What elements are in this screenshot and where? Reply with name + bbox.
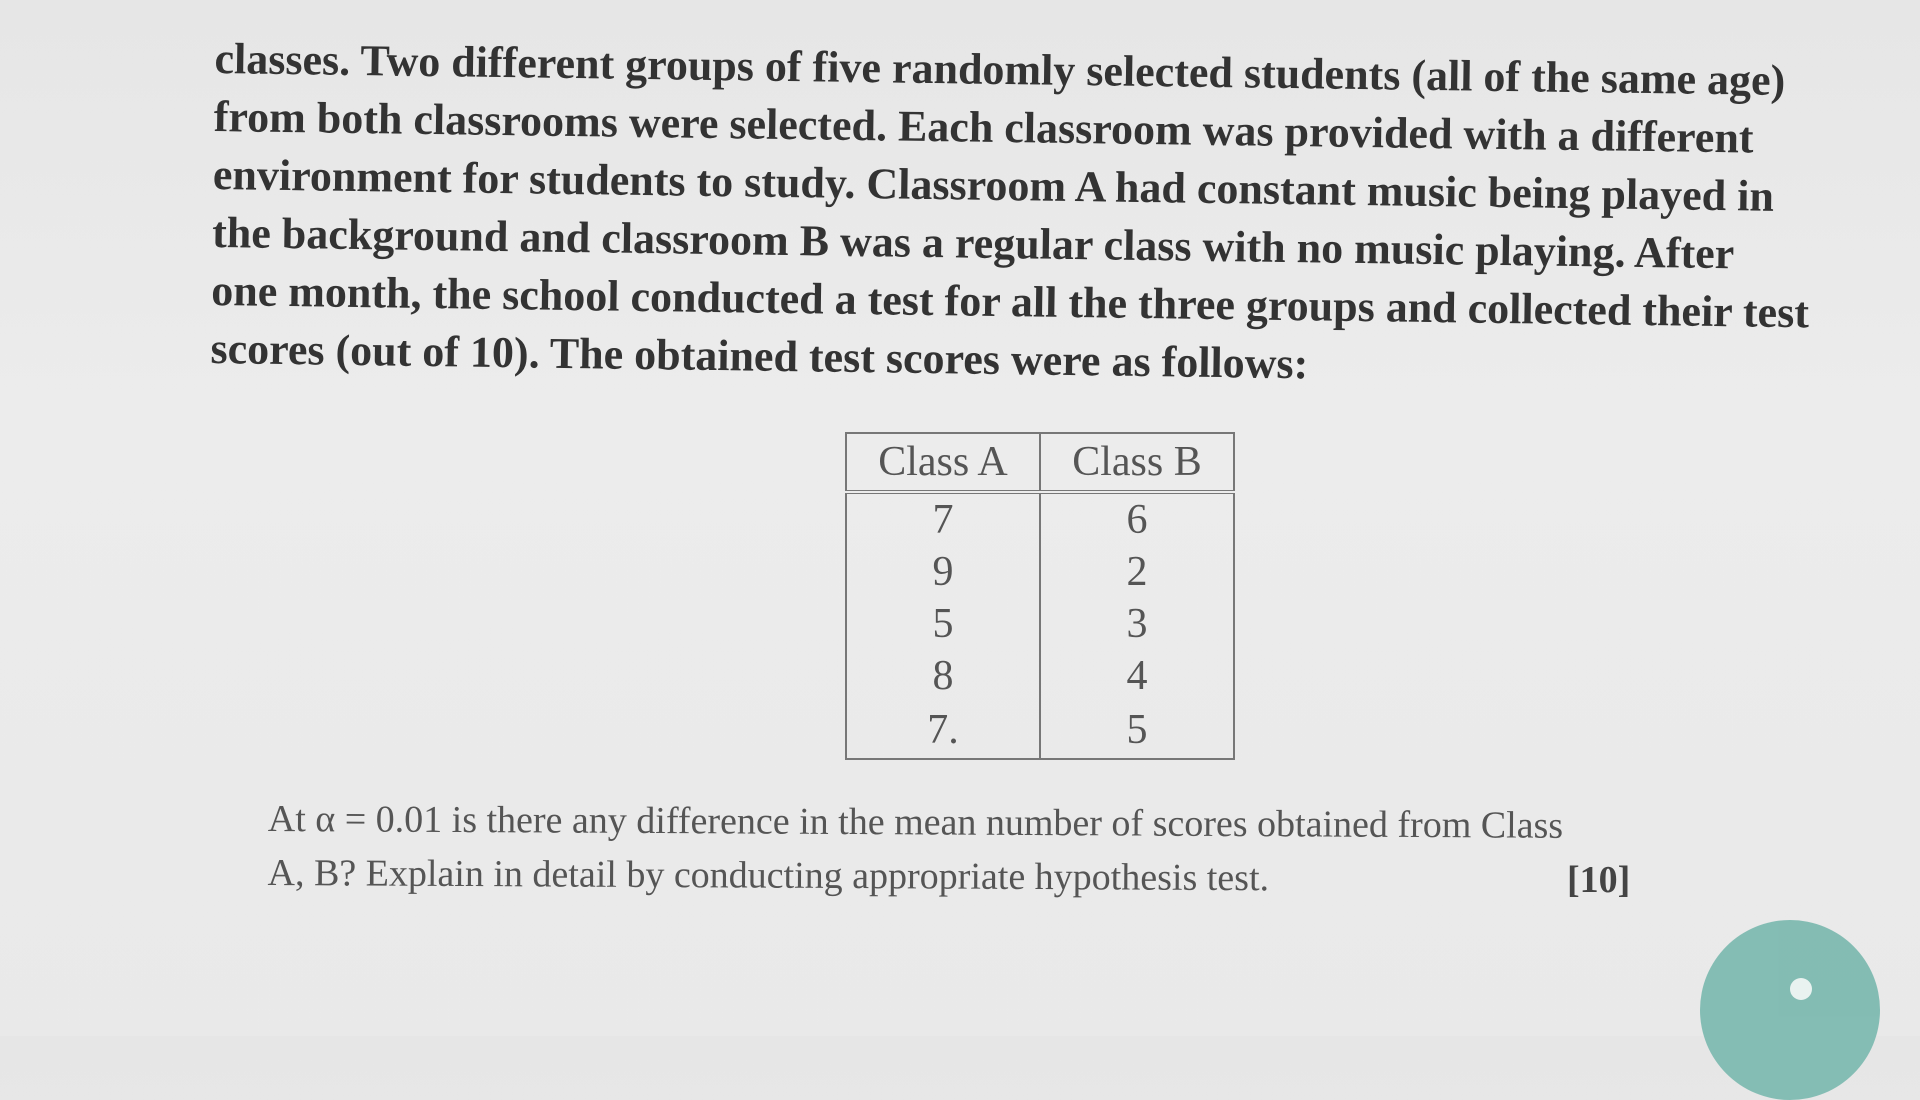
scores-table bbox=[845, 432, 1235, 760]
table-row bbox=[846, 546, 1234, 598]
question-line: At α = 0.01 is there any difference in the mean number of scores obtained from Class bbox=[267, 797, 1564, 847]
table-cell: 7 bbox=[846, 492, 1040, 546]
dot-icon bbox=[1790, 978, 1812, 1000]
paragraph-line: the background and classroom B was a regular class with no music playing. After bbox=[211, 207, 1735, 279]
column-header-class-b: Class B bbox=[1040, 433, 1234, 492]
table-row bbox=[846, 650, 1234, 702]
table-cell: 2 bbox=[1040, 546, 1234, 598]
question-text bbox=[267, 792, 1788, 908]
table-cell: 5 bbox=[846, 598, 1040, 650]
table-cell: 6 bbox=[1040, 492, 1234, 546]
table-cell: 4 bbox=[1040, 650, 1234, 702]
table-row bbox=[846, 702, 1234, 759]
table-cell: 5 bbox=[1040, 702, 1234, 759]
paragraph-line: classes. Two different groups of five randomly selected students (all of the same age) bbox=[214, 33, 1786, 105]
table-row bbox=[846, 492, 1234, 546]
table-cell: 7. bbox=[846, 702, 1040, 759]
question-line: A, B? Explain in detail by conducting appropriate hypothesis test. bbox=[267, 851, 1270, 900]
table-cell: 9 bbox=[846, 546, 1040, 598]
paragraph-line: one month, the school conducted a test for all the three groups and collected their test bbox=[211, 265, 1810, 338]
paragraph-line: scores (out of 10). The obtained test scores were as follows: bbox=[210, 323, 1309, 389]
floating-action-circle[interactable] bbox=[1700, 920, 1880, 1100]
column-header-class-a: Class A bbox=[846, 433, 1040, 492]
problem-paragraph bbox=[210, 30, 1845, 401]
table-row bbox=[846, 598, 1234, 650]
table-header-row bbox=[846, 433, 1234, 492]
paragraph-line: environment for students to study. Classroom A had constant music being played in bbox=[212, 149, 1775, 221]
scores-table-container bbox=[845, 432, 1235, 760]
table-cell: 3 bbox=[1040, 598, 1234, 650]
table-cell: 8 bbox=[846, 650, 1040, 702]
marks-label: [10] bbox=[1567, 859, 1631, 901]
paragraph-line: from both classrooms were selected. Each classroom was provided with a different bbox=[213, 91, 1754, 163]
